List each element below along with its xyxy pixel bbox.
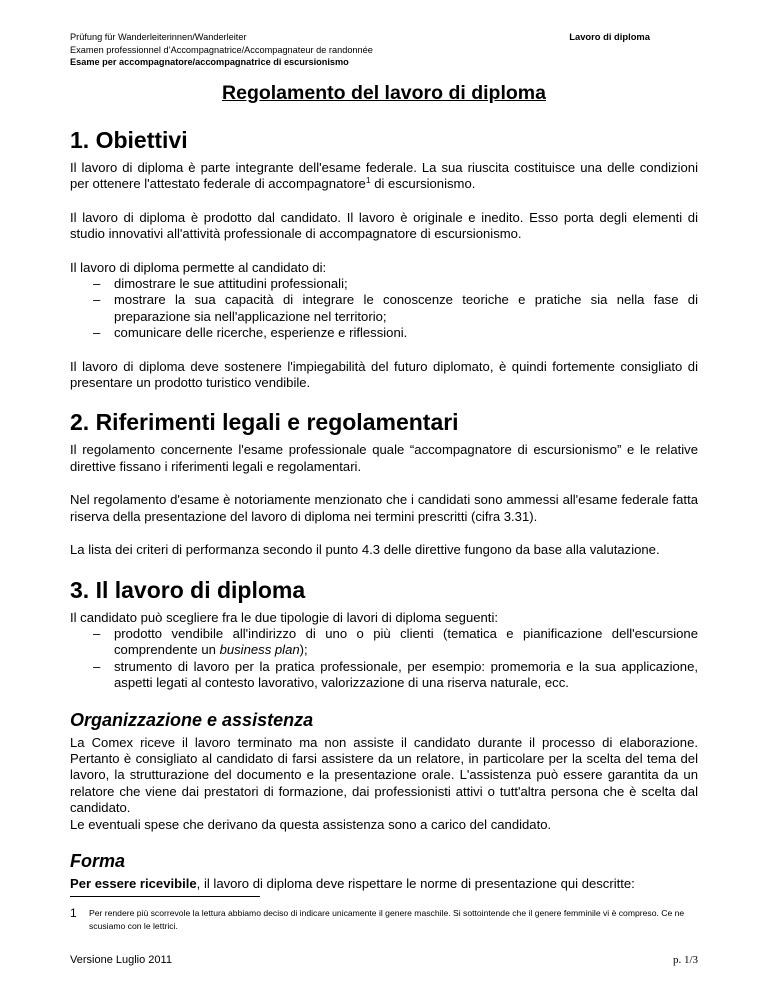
list-item: – mostrare la sua capacità di integrare le conoscenze teoriche e pratiche sia nella fase di preparazione sia nell'applicazione nel territorio; — [70, 292, 698, 325]
bullet-list — [70, 626, 698, 692]
paragraph-bold-text: Per essere ricevibile — [70, 875, 197, 891]
list-item: – strumento di lavoro per la pratica professionale, per esempio: promemoria e la sua applicazione, aspetti legati al contesto lavorativo, valorizzazione di una riserva naturale, ecc. — [70, 659, 698, 692]
header-document-type: Lavoro di diploma — [569, 31, 650, 42]
list-item — [70, 626, 698, 659]
paragraph-text: di escursionismo. — [370, 176, 476, 192]
footer-page-number: p. 1/3 — [672, 954, 698, 966]
bullet-list — [70, 276, 698, 342]
footnote-text: Per rendere più scorrevole la lettura abbiamo deciso di indicare unicamente il genere maschile. Si sottointende che il genere femminile vi è compreso. Ce ne scusiamo con le lettrici. — [89, 908, 685, 931]
section-heading-obiettivi: 1. Obiettivi — [70, 127, 188, 153]
paragraph: Il candidato può scegliere fra le due tipologie di lavori di diploma seguenti: — [70, 609, 498, 625]
paragraph: Il regolamento concernente l'esame professionale quale “accompagnatore di escursionismo” e le relative direttive fissano i riferimenti legali e regolamentari. — [70, 442, 698, 474]
header-line-german: Prüfung für Wanderleiterinnen/Wanderleiter — [70, 32, 247, 42]
paragraph: Il lavoro di diploma permette al candidato di: — [70, 259, 327, 275]
page-header — [70, 31, 373, 69]
paragraph-text: Il lavoro di diploma è parte integrante dell'esame federale. La sua riuscita costituisce una delle condizioni per ottenere l'attestato federale di accompagnatore — [70, 160, 698, 192]
list-item-text: prodotto vendibile all'indirizzo di uno o più clienti (tematica e pianificazione dell'escursione comprendente un — [114, 625, 698, 658]
paragraph — [70, 876, 698, 892]
list-item-emphasis: business plan — [219, 642, 300, 658]
footnote-number: 1 — [70, 906, 77, 920]
paragraph: La lista dei criteri di performanza secondo il punto 4.3 delle direttive fungono da base alla valutazione. — [70, 542, 660, 558]
paragraph: Il lavoro di diploma è prodotto dal candidato. Il lavoro è originale e inedito. Esso porta degli elementi di studio innovativi all'attività professionale di accompagnatore di escursionismo. — [70, 209, 698, 242]
paragraph: Le eventuali spese che derivano da questa assistenza sono a carico del candidato. — [70, 816, 552, 832]
footnote-separator — [70, 896, 260, 897]
subsection-heading-forma: Forma — [70, 850, 126, 871]
section-heading-riferimenti: 2. Riferimenti legali e regolamentari — [70, 409, 459, 436]
header-line-french: Examen professionnel d’Accompagnatrice/Accompagnateur de randonnée — [70, 44, 373, 55]
list-item: – comunicare delle ricerche, esperienze e riflessioni. — [70, 325, 698, 341]
paragraph: Il lavoro di diploma deve sostenere l'impiegabilità del futuro diplomato, è quindi fortemente consigliato di presentare un prodotto turistico vendibile. — [70, 358, 698, 391]
paragraph — [70, 160, 698, 193]
paragraph: La Comex riceve il lavoro terminato ma non assiste il candidato durante il processo di elaborazione. Pertanto è consigliato al candidato di farsi assistere da un relatore, in particolare per la scelta del tema del lavoro, la strutturazione del documento e la presentazione orale. L'assistenza può essere garantita da un relatore che viene dai prestatori di formazione, dai professionisti attivi o tutt'altra persona che è scelta dal candidato. — [70, 734, 698, 816]
section-heading-lavoro: 3. Il lavoro di diploma — [70, 576, 306, 603]
paragraph-text: , il lavoro di diploma deve rispettare le norme di presentazione qui descritte: — [196, 875, 635, 891]
header-line-italian: Esame per accompagnatore/accompagnatrice di escursionismo — [70, 57, 349, 67]
footnote — [70, 907, 698, 932]
list-item-text: ); — [299, 642, 308, 658]
footer-version: Versione Luglio 2011 — [70, 954, 172, 966]
document-title: Regolamento del lavoro di diploma — [222, 82, 546, 104]
document-body — [70, 126, 698, 892]
footnote-reference: 1 — [365, 175, 371, 186]
list-item: – dimostrare le sue attitudini professionali; — [70, 276, 698, 292]
subsection-heading-organizzazione: Organizzazione e assistenza — [70, 709, 314, 730]
paragraph: Nel regolamento d'esame è notoriamente menzionato che i candidati sono ammessi all'esame federale fatta riserva della presentazione del lavoro di diploma nei termini prescritti (cifra 3.31). — [70, 492, 698, 524]
